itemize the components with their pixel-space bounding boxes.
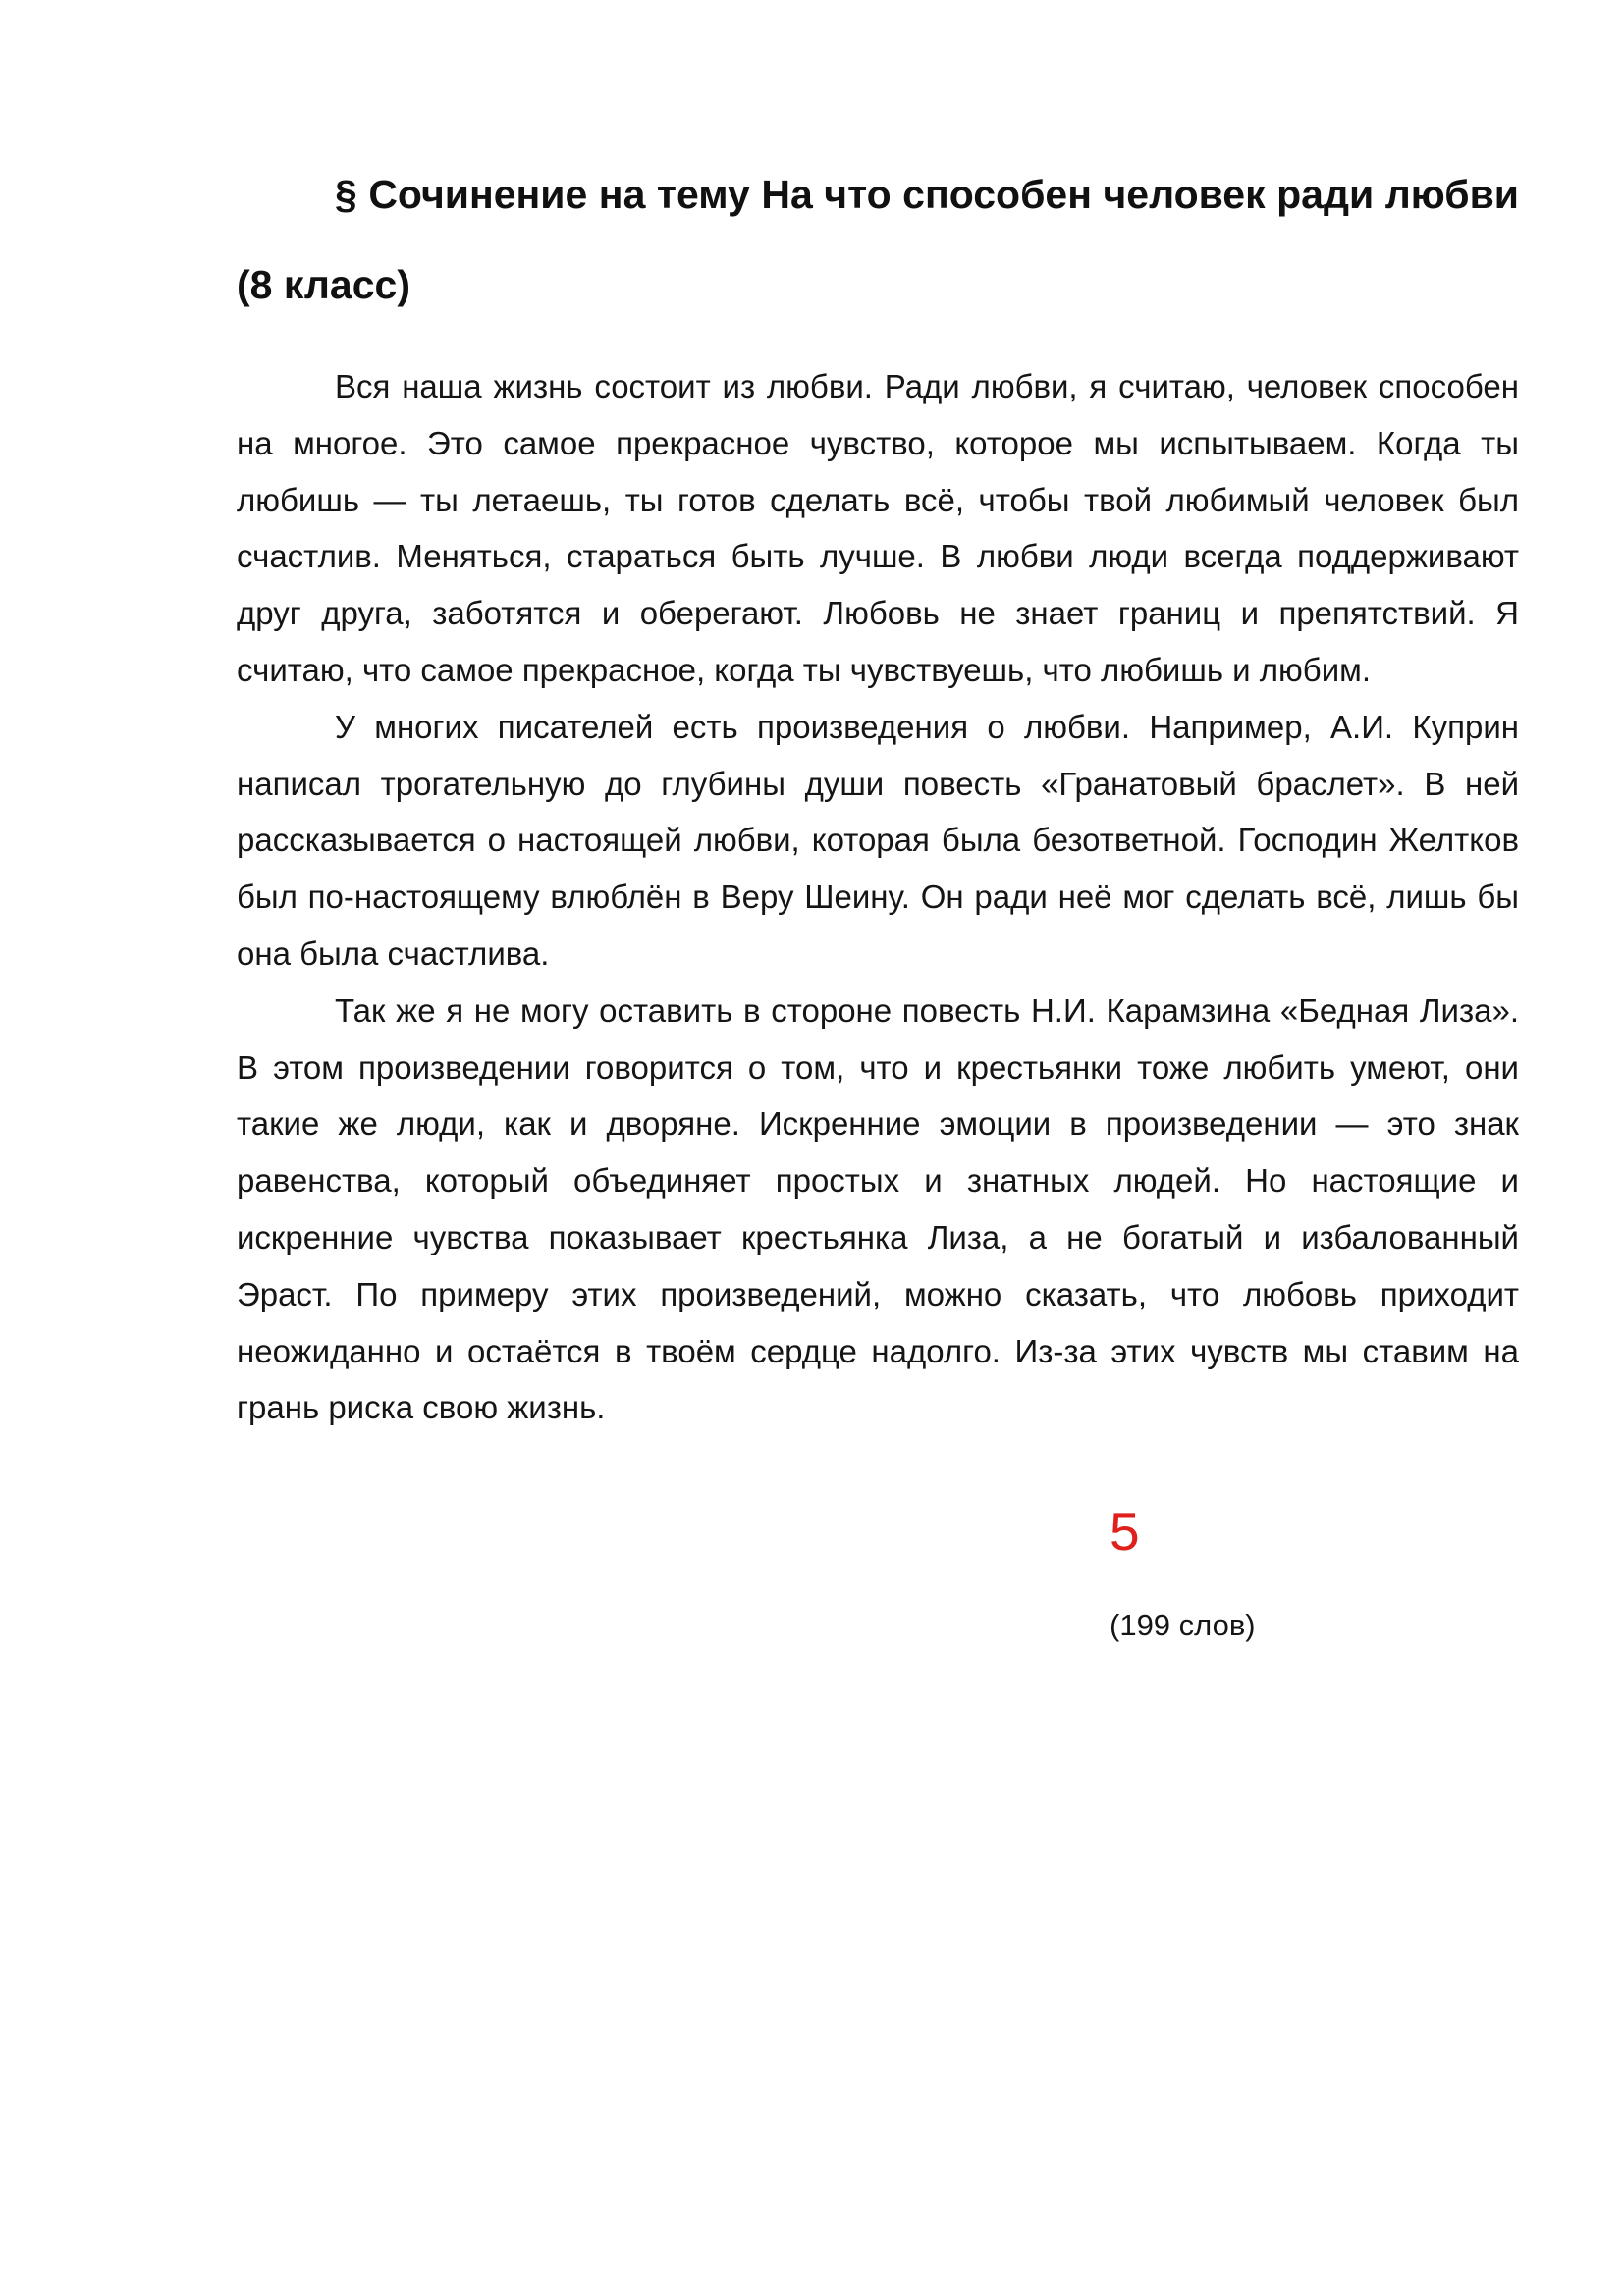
essay-title: § Сочинение на тему На что способен человек ради любви (8 класс): [237, 172, 1519, 307]
essay-paragraph-3: Так же я не могу оставить в стороне повесть Н.И. Карамзина «Бедная Лиза». В этом произведении говорится о том, что и крестьянки тоже любить умеют, они такие же люди, как и дворяне. Искренние эмоции в произведении — это знак равенства, который объединяет простых и знатных людей. Но настоящие и искренние чувства показывает крестьянка Лиза, а не богатый и избалованный Эраст. По примеру этих произведений, можно сказать, что любовь приходит неожиданно и остаётся в твоём сердце надолго. Из-за этих чувств мы ставим на грань риска свою жизнь.: [237, 991, 1519, 1426]
word-count: (199 слов): [1110, 1608, 1256, 1642]
grade-mark: 5: [1110, 1501, 1140, 1562]
essay-body: [237, 358, 1519, 1436]
essay-paragraph-1: Вся наша жизнь состоит из любви. Ради любви, я считаю, человек способен на многое. Это самое прекрасное чувство, которое мы испытываем. Когда ты любишь — ты летаешь, ты готов сделать всё, чтобы твой любимый человек был счастлив. Меняться, стараться быть лучше. В любви люди всегда поддерживают друг друга, заботятся и оберегают. Любовь не знает границ и препятствий. Я считаю, что самое прекрасное, когда ты чувствуешь, что любишь и любим.: [237, 368, 1519, 688]
essay-paragraph-2: У многих писателей есть произведения о любви. Например, А.И. Куприн написал трогательную до глубины души повесть «Гранатовый браслет». В ней рассказывается о настоящей любви, которая была безответной. Господин Желтков был по-настоящему влюблён в Веру Шеину. Он ради неё мог сделать всё, лишь бы она была счастлива.: [237, 708, 1519, 972]
